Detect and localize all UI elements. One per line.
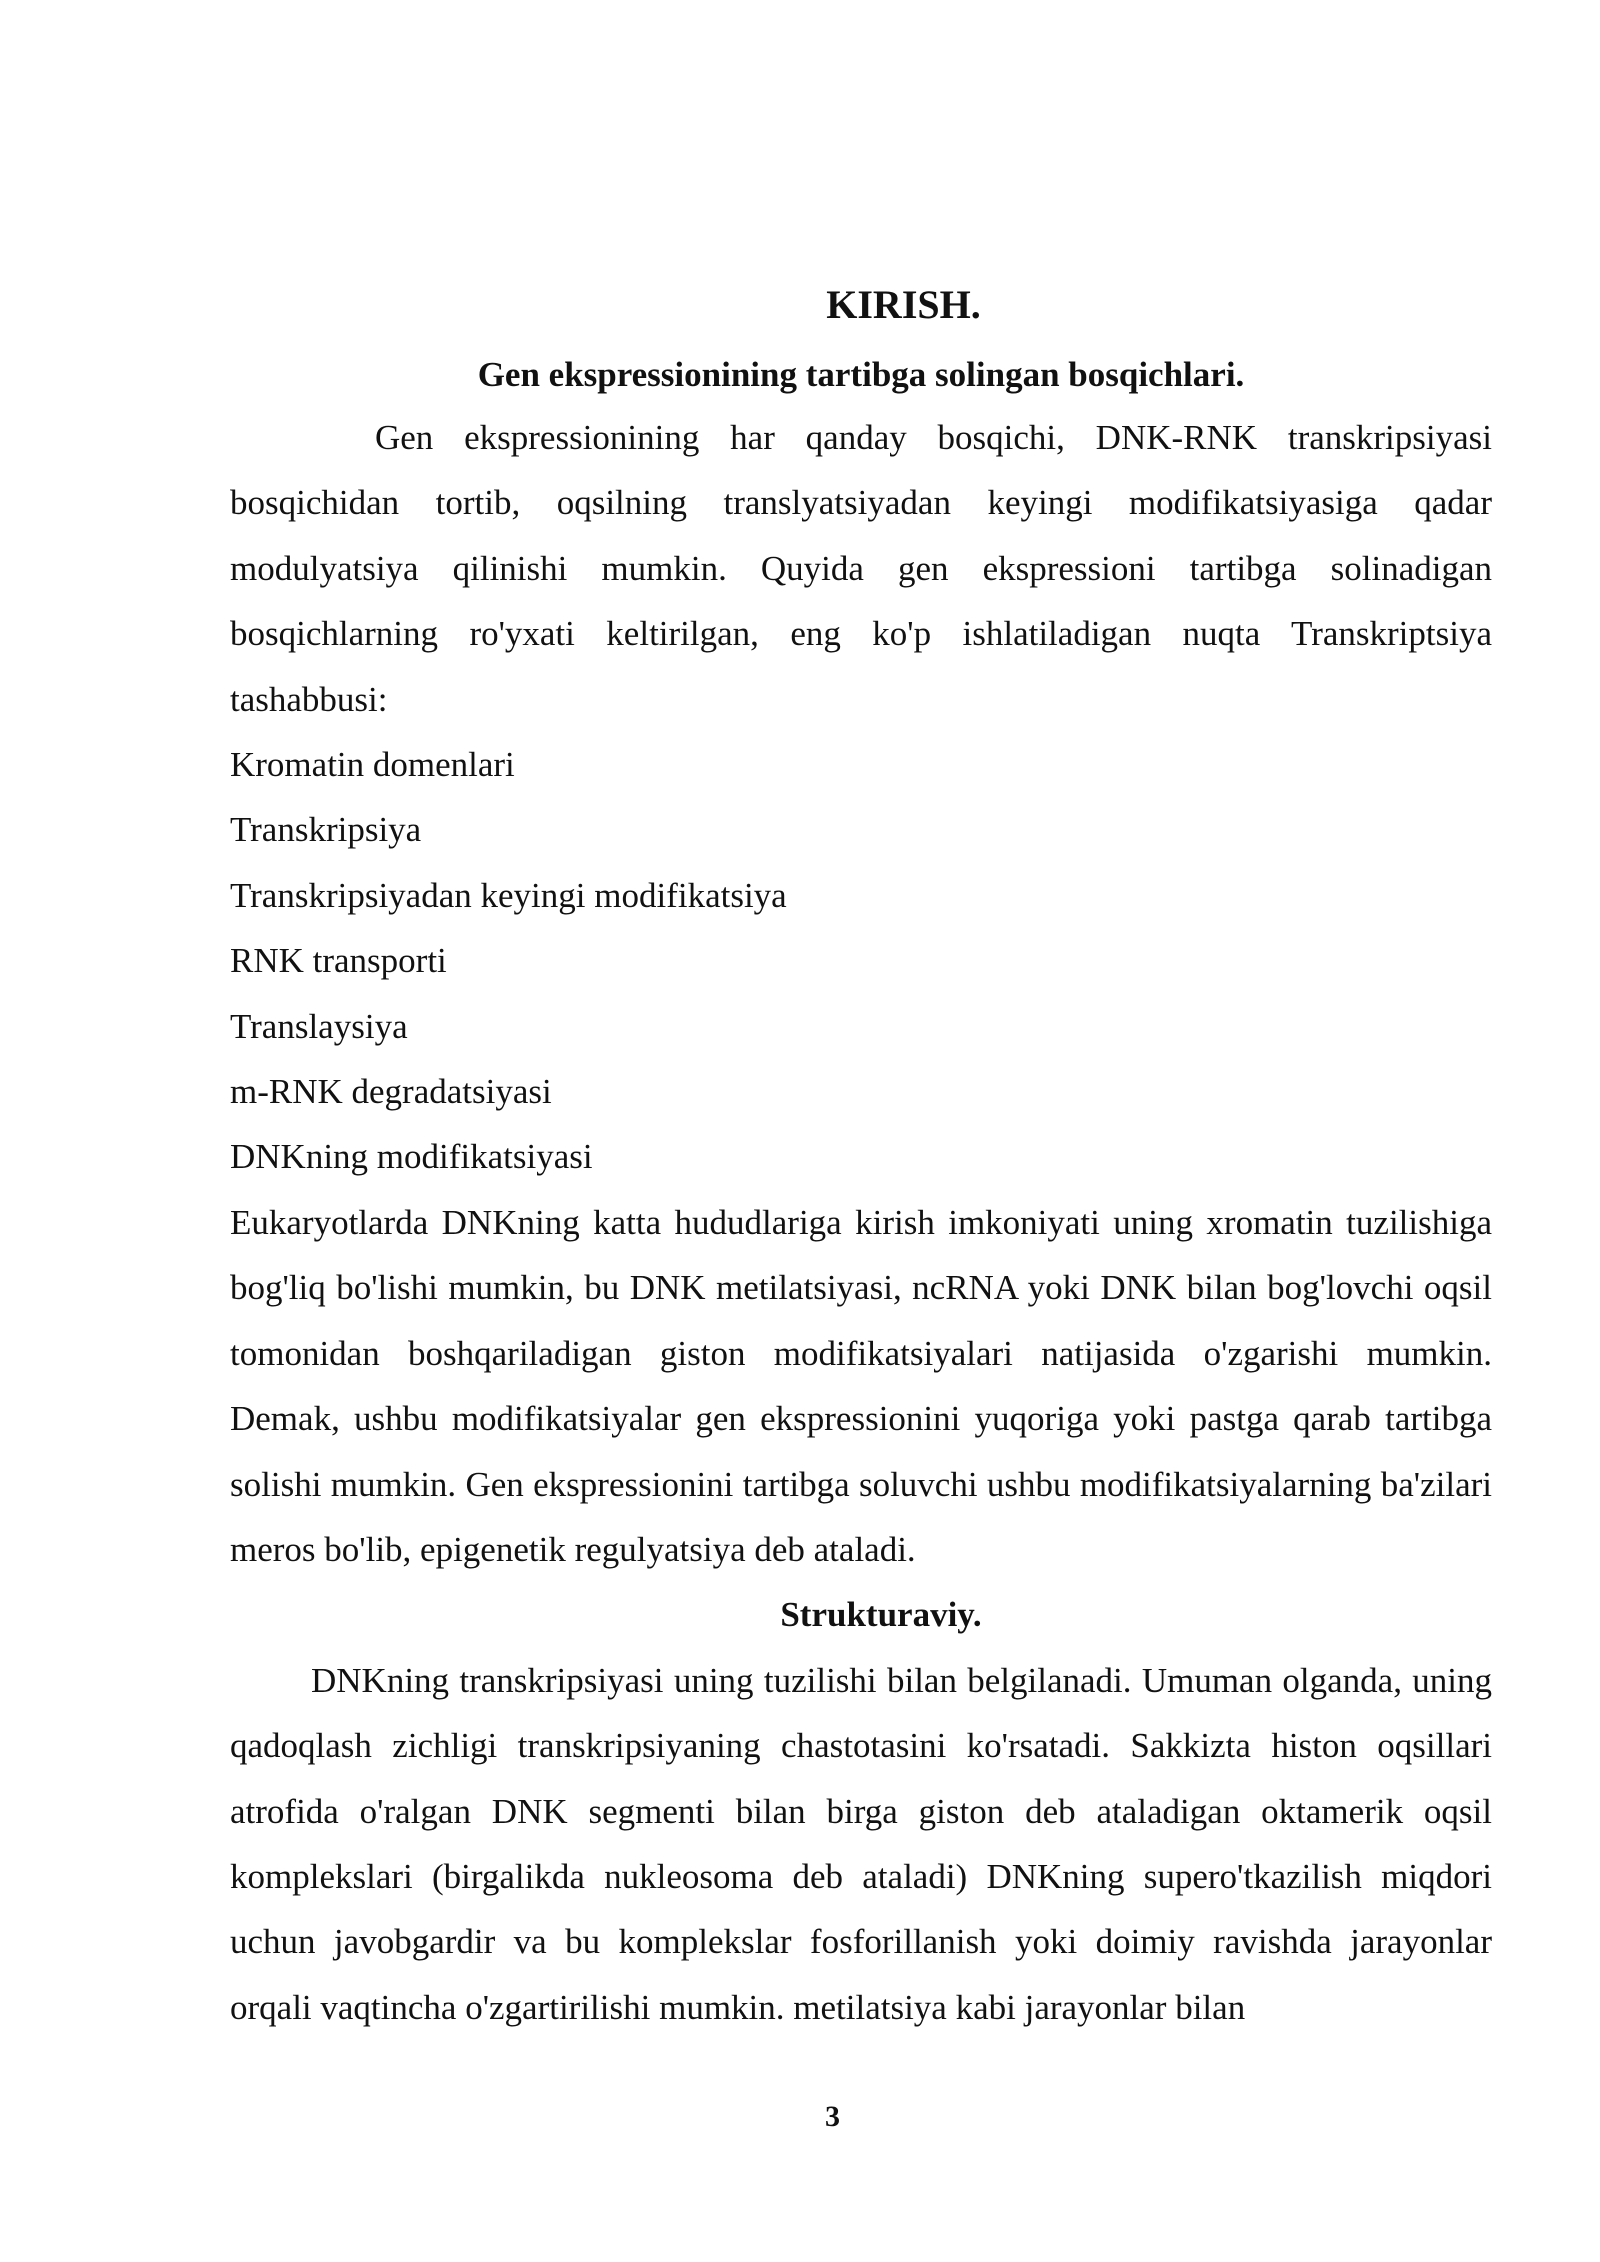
list-item: DNKning modifikatsiyasi (230, 1137, 593, 1177)
section-heading: Strukturaviy. (780, 1595, 982, 1635)
list-item: Kromatin domenlari (230, 745, 515, 785)
page-title: KIRISH. (826, 282, 981, 327)
document-page (230, 270, 1492, 2040)
page-number: 3 (825, 2100, 840, 2133)
stages-list (230, 732, 1492, 1190)
subtitle: Gen ekspressionining tartibga solingan bosqichlari. (477, 355, 1245, 394)
list-item: RNK transporti (230, 941, 447, 981)
list-item: m-RNK degradatsiyasi (230, 1072, 552, 1112)
list-item: Translaysiya (230, 1006, 408, 1046)
eukaryote-paragraph: Eukaryotlarda DNKning katta hududlariga kirish imkoniyati uning xromatin tuzilishiga bog'liq bo'lishi mumkin, bu DNK metilatsiyasi, ncRNA yoki DNK bilan bog'lovchi oqsil tomonidan boshqariladigan giston modifikatsiyalari natijasida o'zgarishi mumkin. Demak, ushbu modifikatsiyalar gen ekspressionini yuqoriga yoki pastga qarab tartibga solishi mumkin. Gen ekspressionini tartibga soluvchi ushbu modifikatsiyalarning ba'zilari meros bo'lib, epigenetik regulyatsiya deb ataladi. (230, 1202, 1492, 1569)
list-item: Transkripsiyadan keyingi modifikatsiya (230, 875, 787, 915)
list-item: Transkripsiya (230, 810, 422, 850)
intro-paragraph: Gen ekspressionining har qanday bosqichi, DNK-RNK transkripsiyasi bosqichidan tortib, oqsilning translyatsiyadan keyingi modifikatsiyasiga qadar modulyatsiya qilinishi mumkin. Quyida gen ekspressioni tartibga solinadigan bosqichlarning ro'yxati keltirilgan, eng ko'p ishlatiladigan nuqta Transkriptsiya tashabbusi: (230, 418, 1492, 719)
structural-paragraph: DNKning transkripsiyasi uning tuzilishi bilan belgilanadi. Umuman olganda, uning qadoqlash zichligi transkripsiyaning chastotasini ko'rsatadi. Sakkizta histon oqsillari atrofida o'ralgan DNK segmenti bilan birga giston deb ataladigan oktamerik oqsil komplekslari (birgalikda nukleosoma deb ataladi) DNKning supero'tkazilish miqdori uchun javobgardir va bu komplekslar fosforillanish yoki doimiy ravishda jarayonlar orqali vaqtincha o'zgartirilishi mumkin. metilatsiya kabi jarayonlar bilan (230, 1660, 1492, 2027)
